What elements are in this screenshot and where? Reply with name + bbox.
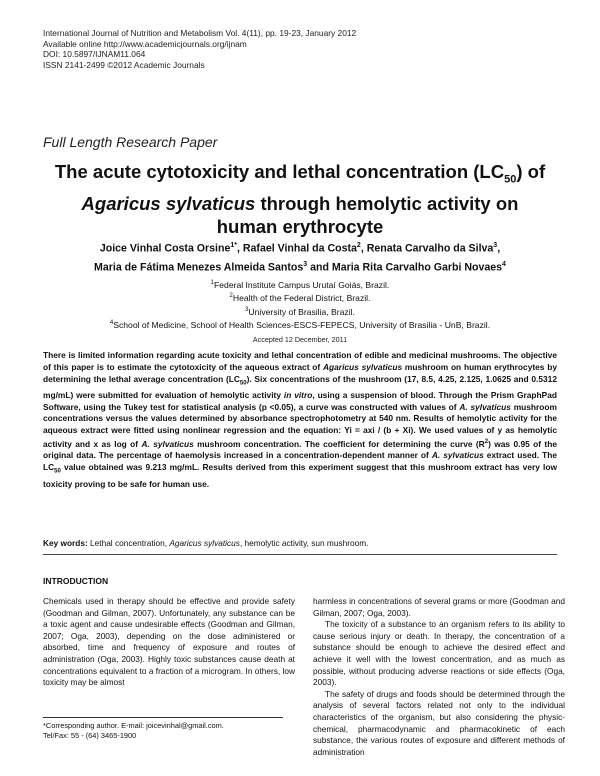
paper-title: The acute cytotoxicity and lethal concentration $(LC_{50})$ of Agaricus sylvaticus through hemolytic activity on human erythrocyte <box>54 161 546 237</box>
paragraph: harmless in concentrations of several grams or more (Goodman and Gilman, 2007; Oga, 2003). <box>313 596 565 618</box>
issn: ISSN 2141-2499 ©2012 Academic Journals <box>43 59 205 70</box>
author-list: Joice Vinhal Costa Orsine$^{1*}$, Rafael Vinhal da Costa$^2$, Renata Carvalho da Silva$^3$, Maria de Fátima Menezes Almeida Santos$^3$ and Maria Rita Carvalho Garbi Novaes$^4$ <box>94 242 506 274</box>
footnote <box>43 721 295 740</box>
journal-url: Available online http://www.academicjournals.org/ijnam <box>43 38 247 49</box>
journal-header <box>43 28 356 70</box>
affiliations <box>43 278 557 331</box>
divider <box>43 554 557 555</box>
keywords: Key words: Lethal concentration, Agaricus sylvaticus, hemolytic activity, sun mushroom. <box>43 538 369 548</box>
body-column-left <box>43 596 295 689</box>
author: Maria de Fátima Menezes Almeida Santos <box>94 261 304 274</box>
contact-phone: Tel/Fax: 55 - (64) 3465-1900 <box>43 730 137 740</box>
affiliation: $^1$Federal Institute Campus Urutaí Goiás, Brazil. <box>210 279 390 290</box>
author: Joice Vinhal Costa Orsine <box>99 242 231 255</box>
corresponding-author: *Corresponding author. E-mail: joicevinhal@gmail.com. <box>43 721 224 730</box>
paragraph: Chemicals used in therapy should be effective and provide safety (Goodman and Gilman, 2007). Unfortunately, any substance can be a toxic agent and cause undesirable effects (Goodman and Gilman, 2007; Oga, 2003), depending on the dose administered or absorbed, time and frequency of exposure and routes of administration (Oga, 2003). Highly toxic substances cause death at concentrations equivalent to a fraction of a microgram. In others, low toxicity may be almost <box>43 596 295 688</box>
author: Rafael Vinhal da Costa <box>242 242 357 255</box>
section-heading-introduction: INTRODUCTION <box>43 576 109 586</box>
affiliation: $^3$University of Brasilia, Brazil. <box>245 306 355 317</box>
author: Maria Rita Carvalho Garbi Novaes <box>331 261 503 274</box>
affiliation: $^2$Health of the Federal District, Brazil. <box>229 293 371 304</box>
journal-citation: International Journal of Nutrition and Metabolism Vol. 4(11), pp. 19-23, January 2012 <box>43 28 357 38</box>
affiliation: $^4$School of Medicine, School of Health Sciences-ESCS-FEPECS, University of Brasilia - UnB, Brazil. <box>109 319 491 330</box>
accepted-date: Accepted 12 December, 2011 <box>252 335 348 344</box>
body-column-right <box>313 596 565 758</box>
paragraph: The safety of drugs and foods should be determined through the analysis of several factors related not only to the individual characteristics of the organism, but also considering the physic-chemical, pharmacodynamic and pharmacokinetic of each substance, the various routes of exposure and different methods of administration <box>313 688 565 757</box>
paragraph: The toxicity of a substance to an organism refers to its ability to cause serious injury or death. In therapy, the concentration of a substance should be enough to achieve the desired effect and achieve it well with the lowest concentration, and as much as possible, without producing adverse reactions or side effects (Oga, 2003). <box>313 619 565 688</box>
article-type: Full Length Research Paper <box>43 134 218 150</box>
author: Renata Carvalho da Silva <box>366 242 494 255</box>
abstract: There is limited information regarding acute toxicity and lethal concentration of edible and medicinal mushrooms. The objective of this paper is to estimate the cytotoxicity of the aqueous extract of Agaricus sylvaticus mushroom on human erythrocytes by determining the lethal average concentration $(LC_{50})$. Six concentrations of the mushroom (17, 8.5, 4.25, 2.125, 1.0625 and 0.5312 mg/mL) were submitted for evaluation of hemolytic activity in vitro, using a suspension of blood. Through the Prism GraphPad Software, using the Tukey test for statistical analysis (p <0.05), a curve was constructed with values of A. sylvaticus mushroom concentrations versus the values determined by absorbance spectrophotometry at 540 nm. Results of hemolytic activity for the aqueous extract were fitted using nonlinear regression and the equation: Yi = axi / (b + Xi). We used values of y as hemolytic activity and x as log of A. sylvaticus mushroom concentration. The coefficient for determining the curve $(R^2)$ was 0.95 of the original data. The percentage of haemolysis increased in a concentration-dependent manner of A. sylvaticus extract used. The $LC_{50}$ value obtained was 9.213 mg/mL. Results derived from this experiment suggest that this mushroom extract has very low toxicity proving to be safe for human use. <box>43 350 558 489</box>
doi: DOI: 10.5897/IJNAM11.064 <box>43 49 146 60</box>
footnote-divider <box>43 717 283 718</box>
